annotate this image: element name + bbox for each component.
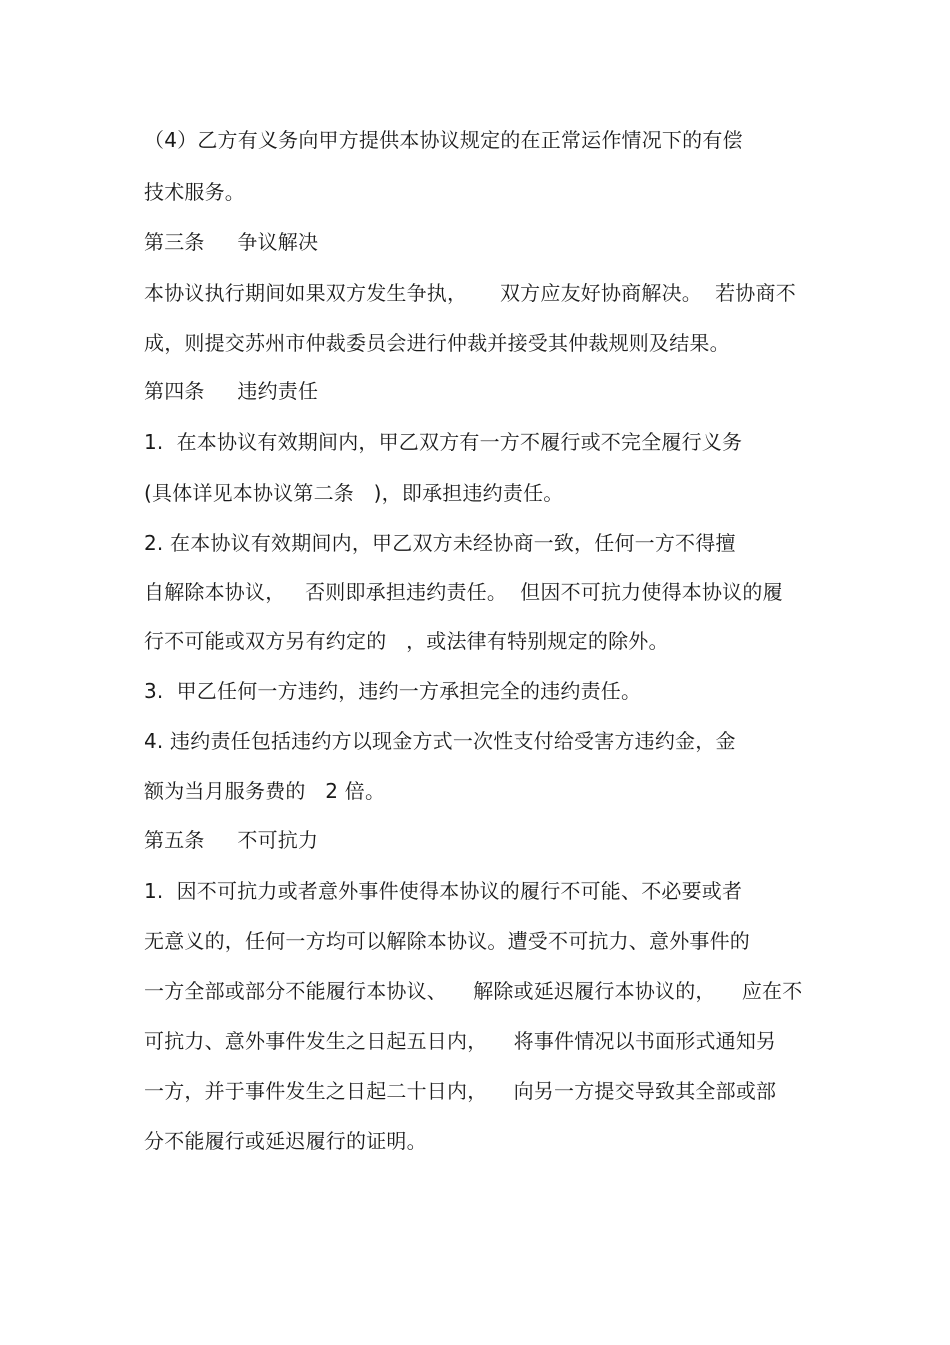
article-4-heading: 第四条 违约责任 [144,379,319,403]
text-line-force-majeure-5: 一方，并于事件发生之日起二十日内， 向另一方提交导致其全部或部 [144,1079,777,1103]
text-line-clause-4-obligation: （4）乙方有义务向甲方提供本协议规定的在正常运作情况下的有偿 [144,128,743,152]
text-line-technical-service: 技术服务。 [144,180,245,204]
text-line-force-majeure-6: 分不能履行或延迟履行的证明。 [144,1129,427,1153]
text-line-breach-4: 4. 违约责任包括违约方以现金方式一次性支付给受害方违约金，金 [144,729,736,753]
text-line-breach-2: 2. 在本协议有效期间内，甲乙双方未经协商一致，任何一方不得擅 [144,531,736,555]
text-line-breach-1-cont: (具体详见本协议第二条 )，即承担违约责任。 [144,481,564,505]
article-3-heading: 第三条 争议解决 [144,230,319,254]
text-line-force-majeure-1: 1. 因不可抗力或者意外事件使得本协议的履行不可能、不必要或者 [144,879,743,903]
text-line-breach-4-cont: 额为当月服务费的 2 倍。 [144,779,386,803]
article-5-heading: 第五条 不可抗力 [144,828,319,852]
text-line-breach-2-cont2: 行不可能或双方另有约定的 ，或法律有特别规定的除外。 [144,629,669,653]
text-line-breach-1: 1. 在本协议有效期间内，甲乙双方有一方不履行或不完全履行义务 [144,430,743,454]
text-line-force-majeure-3: 一方全部或部分不能履行本协议、 解除或延迟履行本协议的， 应在不 [144,979,803,1003]
text-line-force-majeure-4: 可抗力、意外事件发生之日起五日内， 将事件情况以书面形式通知另 [144,1029,777,1053]
text-line-breach-2-cont: 自解除本协议， 否则即承担违约责任。 但因不可抗力使得本协议的履 [144,580,783,604]
text-line-force-majeure-2: 无意义的，任何一方均可以解除本协议。遭受不可抗力、意外事件的 [144,929,750,953]
text-line-dispute-1: 本协议执行期间如果双方发生争执， 双方应友好协商解决。 若协商不 [144,281,796,305]
text-line-breach-3: 3. 甲乙任何一方违约，违约一方承担完全的违约责任。 [144,679,642,703]
text-line-dispute-2: 成，则提交苏州市仲裁委员会进行仲裁并接受其仲裁规则及结果。 [144,331,730,355]
